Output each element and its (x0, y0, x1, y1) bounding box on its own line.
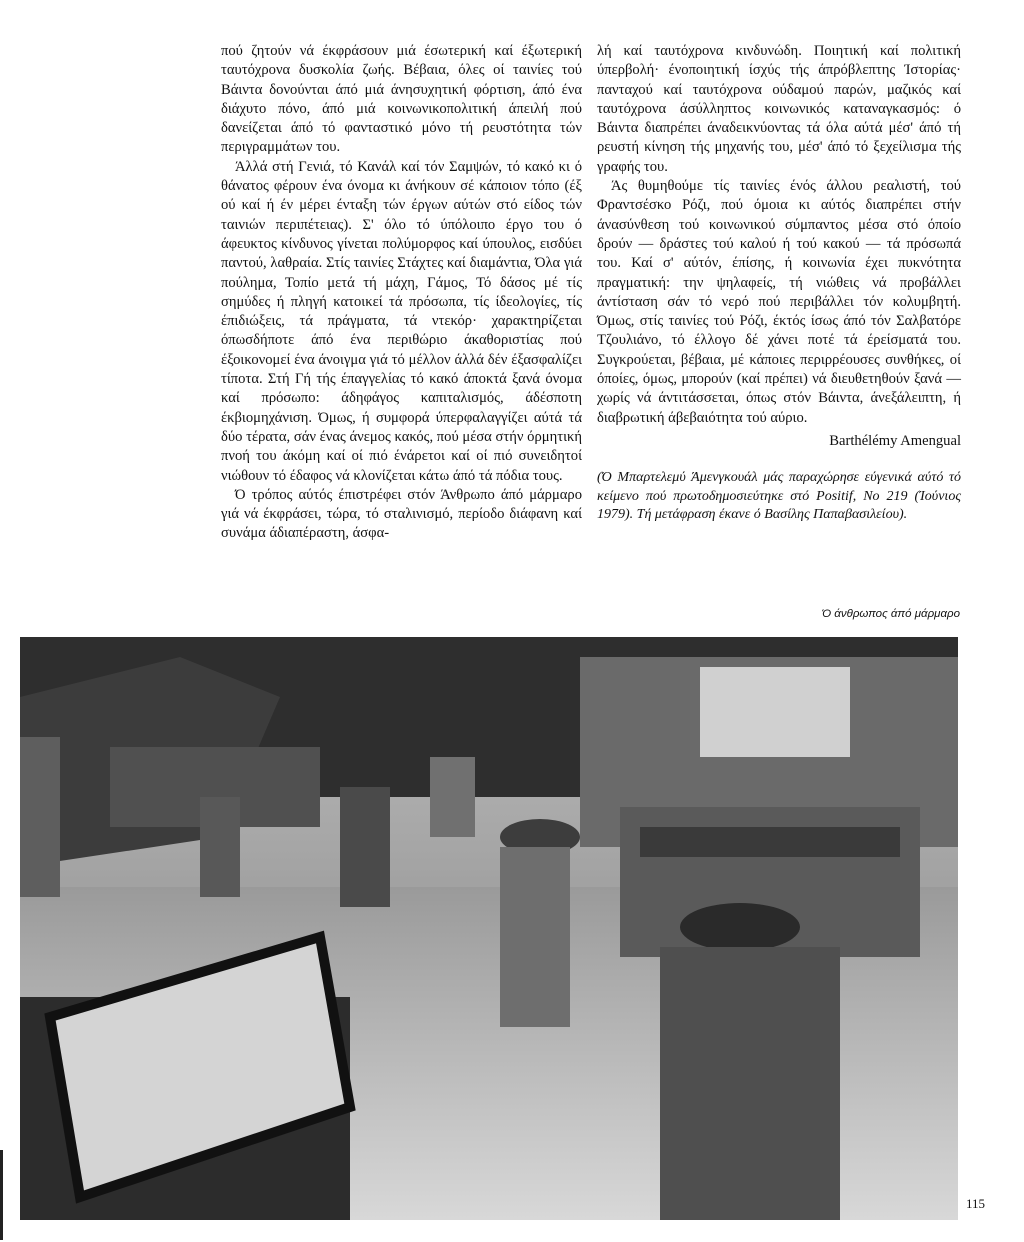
page-number: 115 (966, 1196, 986, 1211)
film-still-photo (20, 637, 958, 1220)
page-edge-mark (0, 1150, 3, 1240)
article-paragraph: Άς θυμηθούμε τίς ταινίες ένός άλλου ρεαλιστή, τού Φραντσέσκο Ρόζι, πού όμοια κι αύτός διαπρέπει στήν άνασύνθεση τού κοινωνικού σύμπαντος μέσα στό όποίο δρούν — δράστες τού καλού ή τού κακού — τά πρόσωπά του. Καί σ' αύτόν, έπίσης, ή κοινωνία έχει πυκνότητα πραγματική: την ψηλαφείς, τή νιώθεις νά προβάλλει άντίσταση σάν τό νερό πού περιβάλλει τόν κολυμβητή. Όμως, στίς ταινίες τού Ρόζι, έκτός ίσως άπό τόν Σαλβατόρε Τζουλιάνο, τό έλλογο δέ χάνει ποτέ τά έρείσματά του. Συγκρούεται, βέβαια, μέ κάποιες περιρρέουσες συνθήκες, οί όποίες, όμως, μπορούν (καί πρέπει) νά διευθετηθούν ξανά — χωρίς νά άντιτάσσεται, όπως στόν Βάιντα, άνεξάλειπτη, ή διαβρωτική άβεβαιότητα τού αύριο. (597, 178, 961, 426)
left-text-column (221, 42, 582, 544)
article-paragraph: πού ζητούν νά έκφράσουν μιά έσωτερική καί έξωτερική ταυτόχρονα δυσκολία ζωής. Βέβαια, όλες οί ταινίες τού Βάιντα δονούνται άπό μιά άνησυχητική φόρτιση, άπό ένα διάχυτο πόνο, άπό μιά κοινωνικοπολιτική άπειλή πού δανείζεται άπό τό φανταστικό μόνο τή ρευστότητα τών περιγραμμάτων του. (221, 43, 582, 156)
author-signature: Barthélémy Amengual (829, 432, 961, 449)
article-paragraph: Ό τρόπος αύτός έπιστρέφει στόν Άνθρωπο άπό μάρμαρο γιά νά έκφράσει, τώρα, τό σταλινισμό, περίοδο διάφανη καί συνάμα άδιαπέραστη, άσφα- (221, 486, 582, 542)
article-paragraph: Άλλά στή Γενιά, τό Κανάλ καί τόν Σαμψών, τό κακό κι ό θάνατος φέρουν ένα όνομα κι άνήκουν σέ κάποιον τόπο (έξ ού καί ή έν μέρει ένταξη τών έργων αύτών στό είδος τών ταινιών περιπέτειας). Σ' όλο τό ύπόλοιπο έργο του ό άφευκτος κίνδυνος γίνεται πολύμορφος καί ύπουλος, εισδύει παντού, λαθραία. Στίς ταινίες Στάχτες καί διαμάντια, Όλα γιά πούλημα, Τοπίο μετά τή μάχη, Γάμος, Τό δάσος μέ τίς σημύδες ή πληγή κατοικεί τά πρόσωπα, τίς ίδεολογίες, τίς έπιδιώξεις, τά πράγματα, τά ντεκόρ· χαρακτηρίζεται όπωσδήποτε άπό ένα περιθώριο άκαθοριστίας πού έξοικονομεί ένα άνοιγμα γιά τό μέλλον άλλά δέν έξασφαλίζει τίποτα. Στή Γή τής έπαγγελίας τό κακό άποκτά ξανά όνομα καί πρόσωπο: άδηφάγος καπιταλισμός, άδέσποτη έκβιομηχάνιση. Όμως, ή συμφορά ύπερφαλαγγίζει αύτά τά δύο τέρατα, σάν ένας άνεμος κακός, πού μέσα στήν όρμητική πνοή του άκόμη καί οί πιό ένάρετοι καί οί πιό συνειδητοί νιώθουν τό έδαφος νά κλονίζεται κάτω άπό τά πόδια τους. (221, 158, 582, 484)
photo-caption: Ό άνθρωπος άπό μάρμαρο (821, 608, 960, 620)
right-text-column (597, 42, 961, 525)
film-still-illustration (20, 637, 958, 1220)
article-paragraph: λή καί ταυτόχρονα κινδυνώδη. Ποιητική καί πολιτική ύπερβολή· ένοποιητική ίσχύς τής άπρόβλεπτης Ίστορίας· πανταχού καί ταυτόχρονα ούδαμού παρών, μαζικός καί ταυτόχρονα άσύλληπτος κοινωνικός καταναγκασμός: ό Βάιντα διαπρέπει άναδεικνύοντας τά όλα αύτά μέσ' άπό τή ρευστή κίνηση τής μηχανής του, μέσ' άπό τό ξεχείλισμα τής γραφής του. (597, 43, 961, 175)
translator-note: (Ό Μπαρτελεμύ Άμενγκουάλ μάς παραχώρησε εύγενικά αύτό τό κείμενο πού πρωτοδημοσιεύτηκε στό Positif, No 219 (Ίούνιος 1979). Τή μετάφραση έκανε ό Βασίλης Παπαβασιλείου). (597, 470, 961, 523)
